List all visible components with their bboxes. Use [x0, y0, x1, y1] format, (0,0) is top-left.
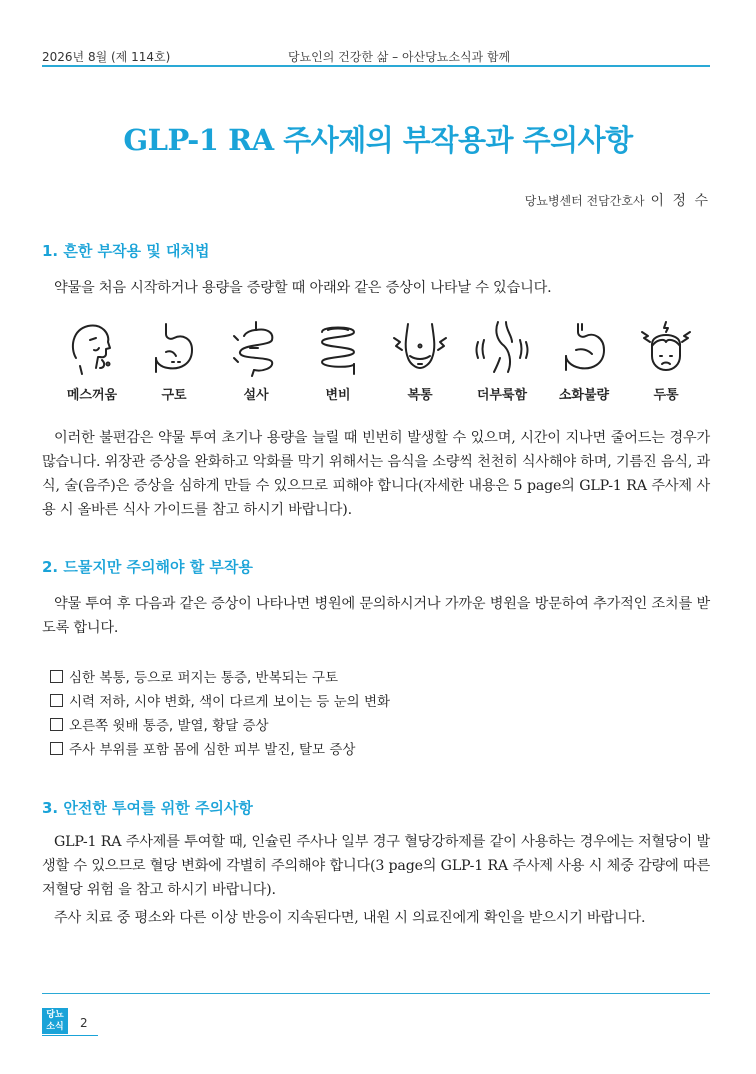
symptom-label: 변비 — [325, 388, 351, 403]
indigestion-icon — [554, 318, 614, 378]
abdominal-pain-icon — [390, 318, 450, 378]
symptom-label: 구토 — [161, 388, 187, 403]
author-role: 당뇨병센터 전담간호사 — [524, 194, 645, 208]
checklist-text: 심한 복통, 등으로 퍼지는 통증, 반복되는 구토 — [69, 670, 339, 686]
symptom-label: 설사 — [243, 388, 269, 403]
symptom-vomiting — [132, 318, 216, 403]
symptom-headache — [624, 318, 708, 403]
newsletter-badge — [42, 1008, 68, 1034]
series-label: 당뇨인의 건강한 삶 – 아산당뇨소식과 함께 — [288, 50, 511, 64]
checkbox-icon — [50, 742, 63, 755]
checklist-item — [50, 736, 690, 760]
symptom-constipation — [296, 318, 380, 403]
author-line — [525, 190, 710, 210]
header-divider — [42, 65, 710, 67]
symptom-label: 복통 — [407, 388, 433, 403]
running-header — [42, 44, 710, 64]
symptom-diarrhea — [214, 318, 298, 403]
symptom-bloating — [460, 318, 544, 403]
symptom-indigestion — [542, 318, 626, 403]
section2-intro: 약물 투여 후 다음과 같은 증상이 나타나면 병원에 문의하시거나 가까운 병원을 방문하여 추가적인 조치를 받도록 합니다. — [42, 596, 710, 636]
bloating-icon — [472, 318, 532, 378]
footer-divider — [42, 993, 710, 994]
page-number: 2 — [80, 1016, 88, 1030]
section-heading-2: 2. 드물지만 주의해야 할 부작용 — [42, 558, 253, 576]
checklist-text: 오른쪽 윗배 통증, 발열, 황달 증상 — [69, 718, 269, 734]
symptom-label: 소화불량 — [558, 388, 610, 403]
section3-body: GLP-1 RA 주사제를 투여할 때, 인슐린 주사나 일부 경구 혈당강하제를 같이 사용하는 경우에는 저혈당이 발생할 수 있으므로 혈당 변화에 각별히 주의해야 합니다(3 page의 GLP-1 RA 주사제 사용 시 체중 감량에 따른 저혈당 위험 을 참고 하시기 바랍니다). — [42, 834, 710, 898]
issue-label: 2026년 8월 (제 114호) — [42, 50, 171, 64]
nausea-icon — [62, 318, 122, 378]
symptom-label: 더부룩함 — [476, 388, 528, 403]
section3-note: 주사 치료 중 평소와 다른 이상 반응이 지속된다면, 내원 시 의료진에게 확인을 받으시기 바랍니다. — [54, 910, 646, 926]
section1-intro: 약물을 처음 시작하거나 용량을 증량할 때 아래와 같은 증상이 나타날 수 있습니다. — [54, 280, 552, 296]
symptom-label: 두통 — [653, 388, 679, 403]
headache-icon — [636, 318, 696, 378]
checklist-item — [50, 664, 690, 688]
badge-line-1: 당뇨 — [46, 1010, 64, 1020]
author-name: 이 정 수 — [650, 193, 710, 209]
symptom-nausea — [50, 318, 134, 403]
diarrhea-icon — [226, 318, 286, 378]
checklist-item — [50, 712, 690, 736]
badge-line-2: 소식 — [46, 1022, 64, 1032]
section-heading-3: 3. 안전한 투여를 위한 주의사항 — [42, 799, 253, 817]
vomiting-icon — [144, 318, 204, 378]
section1-body: 이러한 불편감은 약물 투여 초기나 용량을 늘릴 때 빈번히 발생할 수 있으며, 시간이 지나면 줄어드는 경우가 많습니다. 위장관 증상을 완화하고 악화를 막기 위해서는 음식을 소량씩 천천히 식사해야 하며, 기름진 음식, 과식, 술(음주)은 증상을 심하게 만들 수 있으므로 피해야 합니다(자세한 내용은 5 page의 GLP-1 RA 주사제 사용 시 올바른 식사 가이드를 참고 하시기 바랍니다). — [42, 430, 710, 518]
checkbox-icon — [50, 718, 63, 731]
constipation-icon — [308, 318, 368, 378]
warning-checklist — [50, 664, 690, 760]
checkbox-icon — [50, 694, 63, 707]
symptom-abdominal-pain — [378, 318, 462, 403]
section-heading-1: 1. 흔한 부작용 및 대처법 — [42, 242, 210, 260]
checkbox-icon — [50, 670, 63, 683]
symptom-icons — [50, 318, 710, 408]
symptom-label: 메스꺼움 — [66, 388, 118, 403]
checklist-text: 시력 저하, 시야 변화, 색이 다르게 보이는 등 눈의 변화 — [69, 694, 391, 710]
checklist-item — [50, 688, 690, 712]
page-title: GLP-1 RA 주사제의 부작용과 주의사항 — [123, 123, 633, 157]
checklist-text: 주사 부위를 포함 몸에 심한 피부 발진, 탈모 증상 — [69, 742, 356, 758]
footer-accent-line — [42, 1035, 98, 1036]
